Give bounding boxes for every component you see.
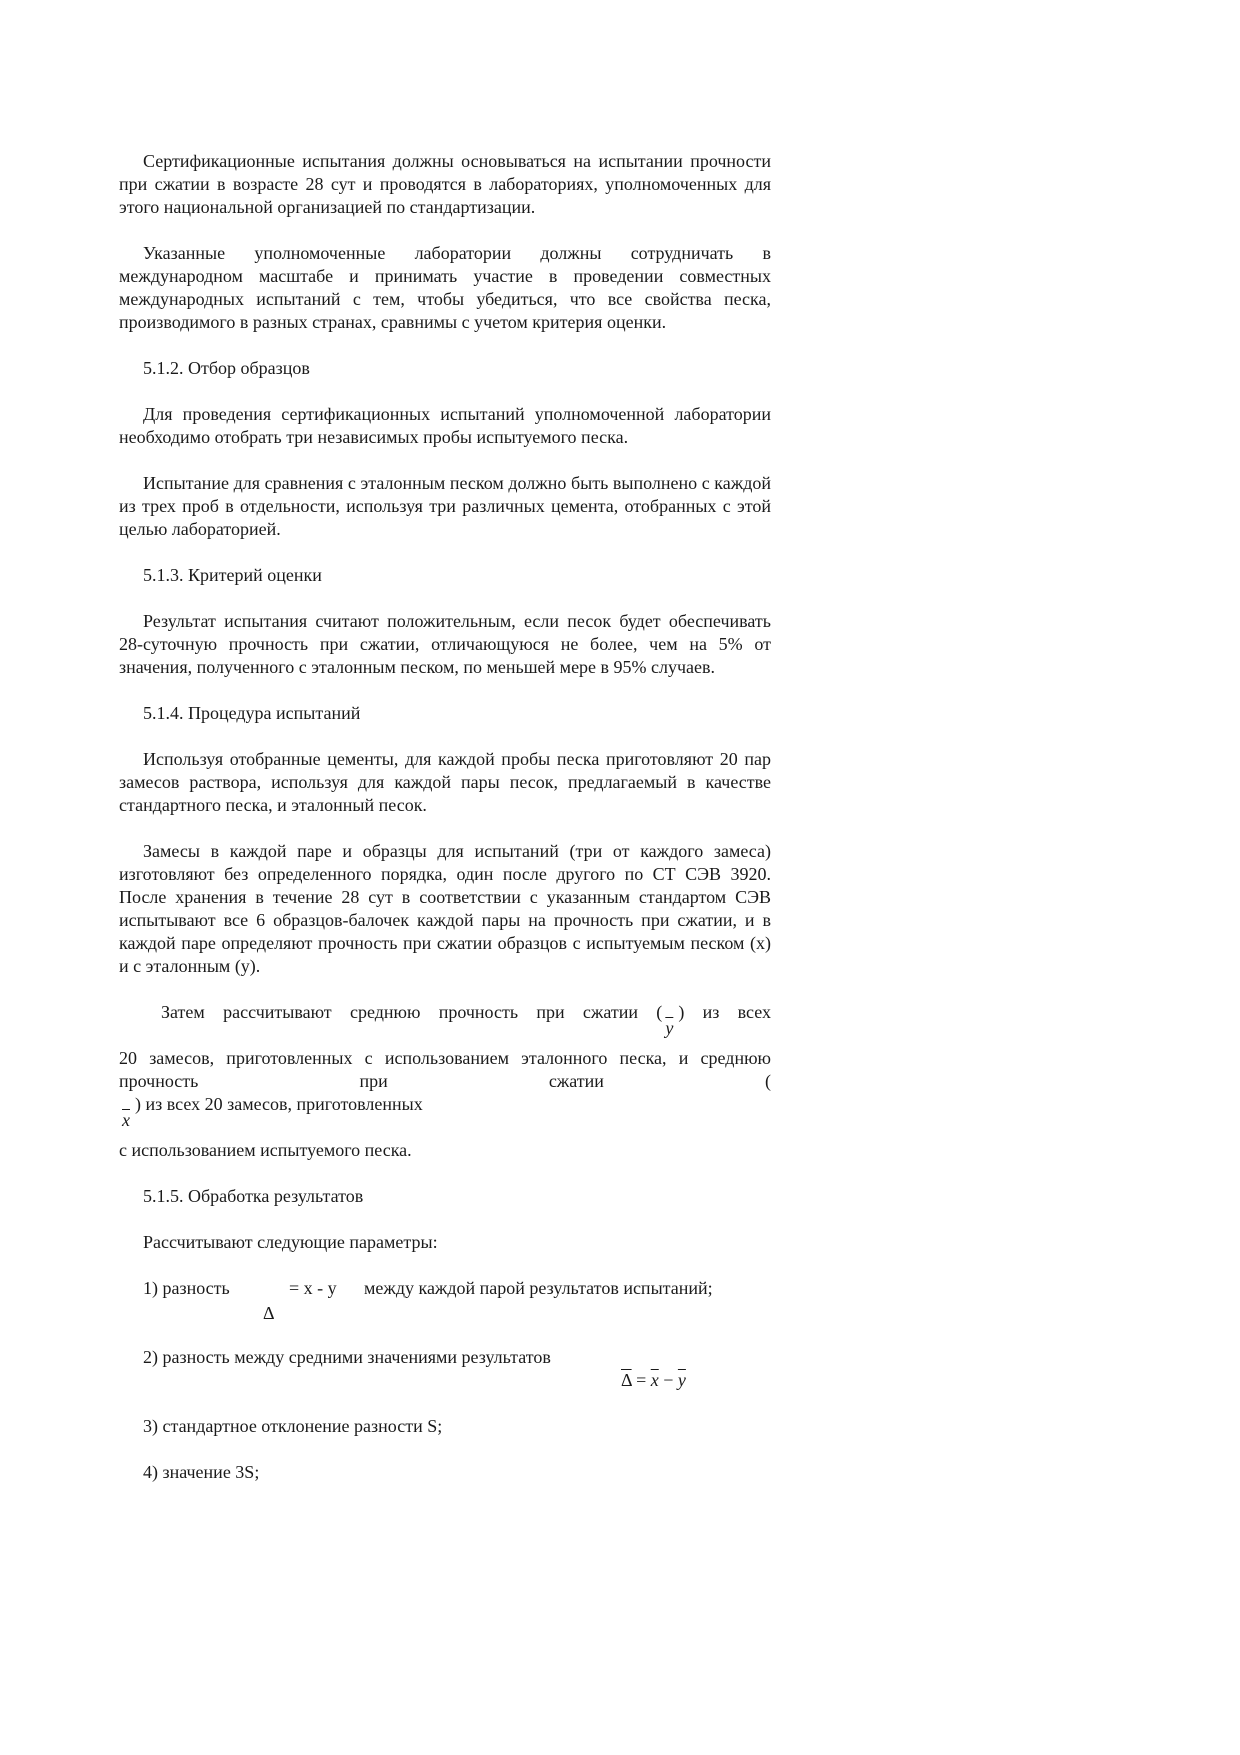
mean-x-symbol: [119, 1093, 135, 1130]
item-2-label: 2) разность между средними значениями результатов: [143, 1347, 551, 1367]
paragraph-parameters-intro: Рассчитывают следующие параметры:: [143, 1232, 438, 1252]
mean-strength-text-a: Затем рассчитывают среднюю прочность при сжатии (: [161, 1002, 663, 1022]
paragraph-authorized-labs: Указанные уполномоченные лаборатории должны сотрудничать в международном масштабе и принимать участие в проведении совместных международных испытаний с тем, чтобы убедиться, что все свойства песка, производимого в разных странах, сравнимы с учетом критерия оценки.: [119, 243, 771, 332]
item-1-difference: [119, 1277, 771, 1323]
item-2-equals: =: [631, 1370, 651, 1390]
paragraph-sampling: Для проведения сертификационных испытаний уполномоченной лаборатории необходимо отобрать три независимых пробы испытуемого песка.: [119, 404, 771, 447]
mean-strength-text-b: ) из всех: [678, 1002, 772, 1022]
mean-strength-line-3: [119, 1093, 771, 1139]
mean-strength-text-e: с использованием испытуемого песка.: [119, 1140, 412, 1160]
item-2-formula: [621, 1369, 686, 1392]
item-2-mean-difference: [119, 1346, 771, 1392]
mean-x-var: $\overline{x}$: [122, 1110, 130, 1130]
mean-strength-text-c: 20 замесов, приготовленных с использованием эталонного песка, и среднюю прочность при сжатии (: [119, 1048, 771, 1091]
item-1-delta-symbol: Δ: [263, 1303, 275, 1323]
item-2-y-bar: $\overline{y}$: [677, 1370, 686, 1390]
mean-y-var: $\overline{y}$: [665, 1018, 674, 1038]
paragraph-certification-tests: Сертификационные испытания должны основываться на испытании прочности при сжатии в возрасте 28 сут и проводятся в лабораториях, уполномоченных для этого национальной организацией по стандартизации.: [119, 151, 771, 217]
paragraph-test-procedure: Используя отобранные цементы, для каждой пробы песка приготовляют 20 пар замесов раствора, используя для каждой пары песок, предлагаемый в качестве стандартного песка, и эталонный песок.: [119, 749, 771, 815]
item-1-description: между каждой парой результатов испытаний;: [364, 1278, 713, 1298]
heading-5-1-3: 5.1.3. Критерий оценки: [143, 565, 322, 585]
heading-5-1-2: 5.1.2. Отбор образцов: [143, 358, 310, 378]
mean-strength-line-1: [119, 1001, 771, 1047]
item-1-label: 1) разность: [143, 1278, 230, 1298]
paragraph-evaluation-criterion: Результат испытания считают положительным, если песок будет обеспечивать 28-суточную прочность при сжатии, отличающуюся не более, чем на 5% от значения, полученного с эталонным песком, по меньшей мере в 95% случаев.: [119, 611, 771, 677]
mean-strength-text-d: ) из всех 20 замесов, приготовленных: [135, 1094, 423, 1114]
mean-y-symbol: [662, 1001, 678, 1038]
heading-5-1-4: 5.1.4. Процедура испытаний: [143, 703, 361, 723]
item-4-three-s: 4) значение 3S;: [143, 1462, 260, 1482]
paragraph-mixes: Замесы в каждой паре и образцы для испытаний (три от каждого замеса) изготовляют без определенного порядка, один после другого по СТ СЭВ 3920. После хранения в течение 28 сут в соответствии с указанным стандартом СЭВ испытывают все 6 образцов-балочек каждой пары на прочность при сжатии, и в каждой паре определяют прочность при сжатии образцов с испытуемым песком (x) и с эталонным (y).: [119, 841, 771, 976]
paragraph-comparison-test: Испытание для сравнения с эталонным песком должно быть выполнено с каждой из трех проб в отдельности, используя три различных цемента, отобранных с этой целью лабораторией.: [119, 473, 771, 539]
item-2-minus: −: [658, 1370, 678, 1390]
paragraph-mean-strength: [119, 1001, 771, 1162]
document-page: [119, 150, 771, 1507]
item-3-standard-deviation: 3) стандартное отклонение разности S;: [143, 1416, 443, 1436]
mean-strength-line-2: [119, 1047, 771, 1093]
item-1-equation: = x - y: [289, 1278, 337, 1298]
heading-5-1-5: 5.1.5. Обработка результатов: [143, 1186, 364, 1206]
item-2-delta-bar: $\overline{\Delta}$: [621, 1370, 632, 1390]
item-2-x-bar: $\overline{x}$: [650, 1370, 659, 1390]
